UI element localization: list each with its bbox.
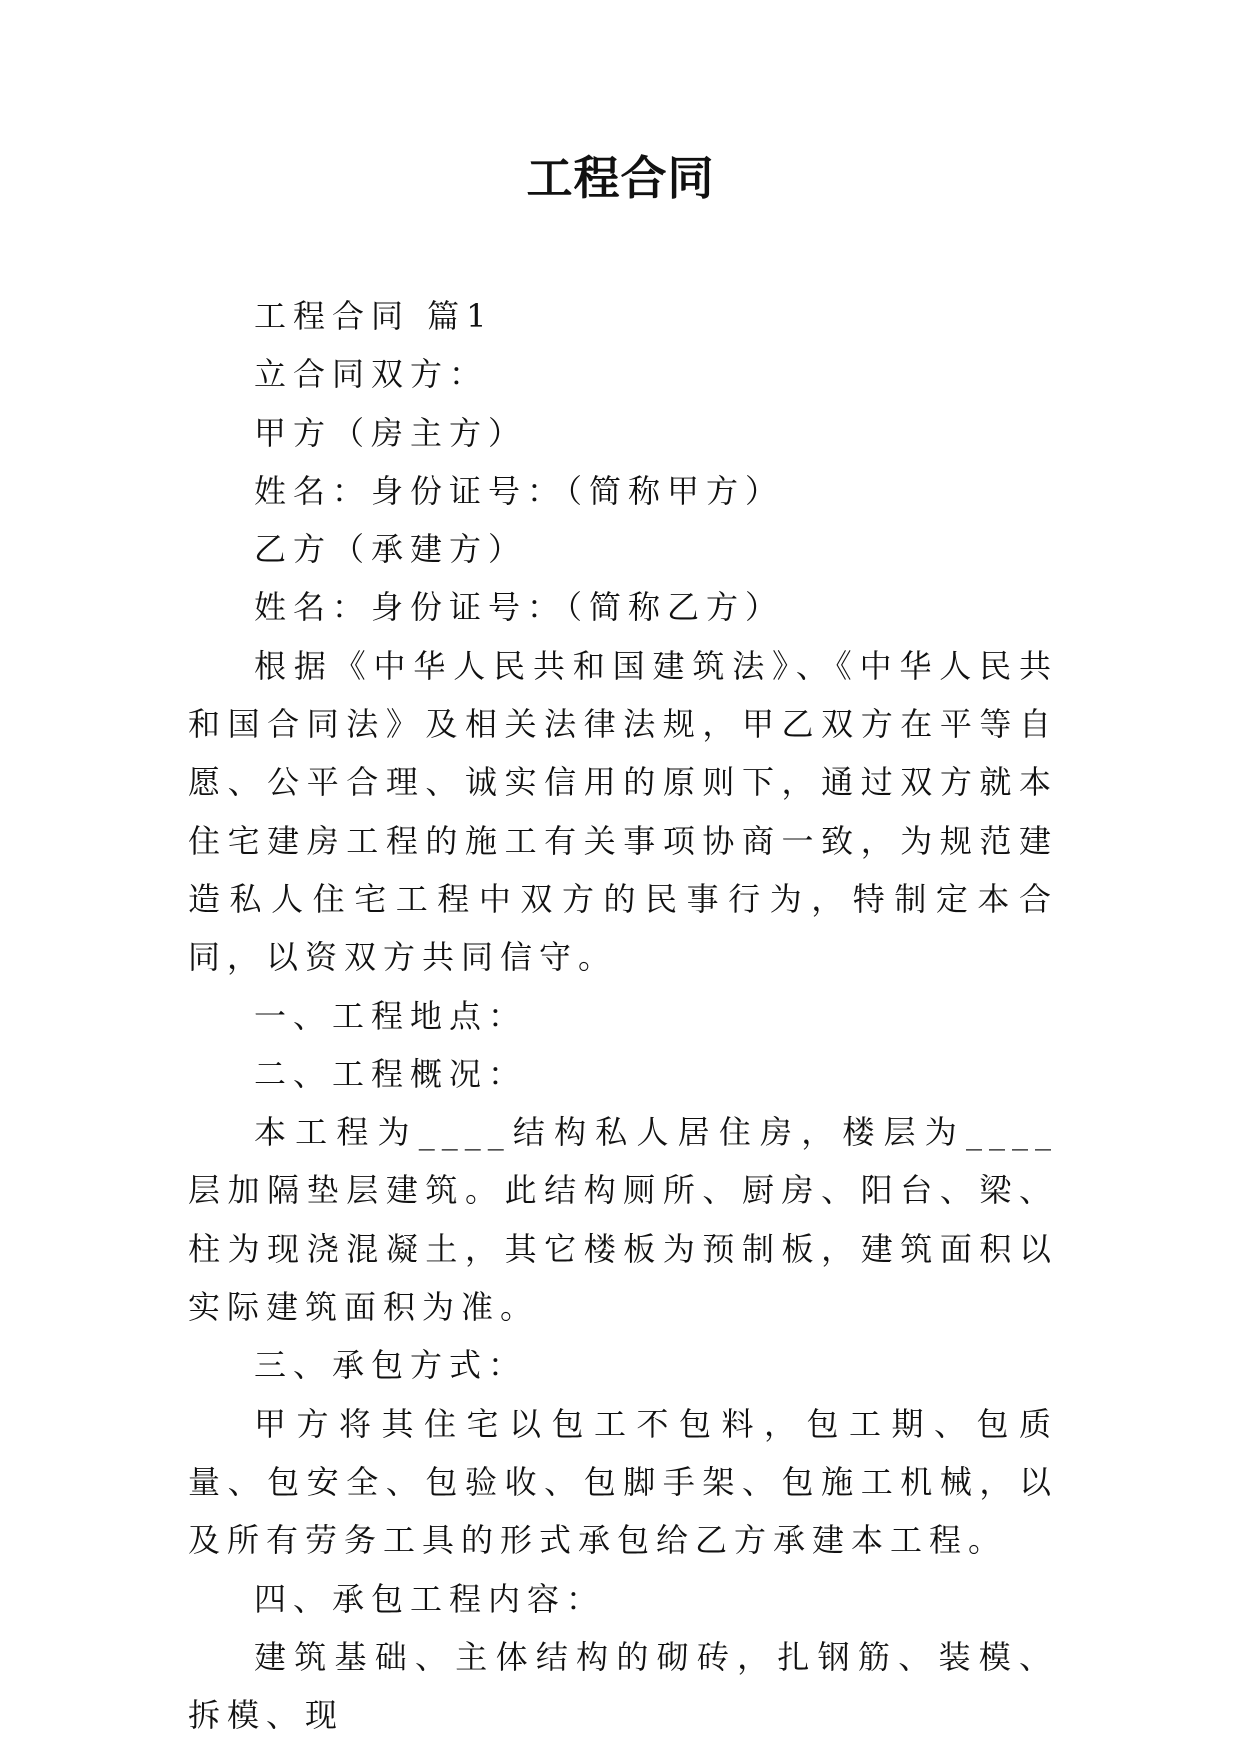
paragraph-clause-2-body: 本工程为____结构私人居住房，楼层为____层加隔垫层建筑。此结构厕所、厨房、阳台、梁、柱为现浇混凝土，其它楼板为预制板，建筑面积以实际建筑面积为准。	[188, 1113, 1058, 1327]
document-title: 工程合同	[526, 151, 715, 205]
paragraph-preamble: 根据《中华人民共和国建筑法》、《中华人民共和国合同法》及相关法律法规，甲乙双方在平等自愿、公平合理、诚实信用的原则下，通过双方就本住宅建房工程的施工有关事项协商一致，为规范建造私人住宅工程中双方的民事行为，特制定本合同，以资双方共同信守。	[188, 646, 1058, 977]
paragraph-party-a-id: 姓名：身份证号：（简称甲方）	[254, 471, 785, 510]
paragraph-parties-label: 立合同双方：	[254, 355, 489, 394]
paragraph-clause-2-heading: 二、工程概况：	[254, 1054, 528, 1093]
paragraph-section-heading: 工程合同 篇1	[254, 297, 494, 335]
paragraph-clause-3-body: 甲方将其住宅以包工不包料，包工期、包质量、包安全、包验收、包脚手架、包施工机械，以及所有劳务工具的形式承包给乙方承建本工程。	[188, 1404, 1058, 1560]
paragraph-party-a: 甲方（房主方）	[254, 413, 528, 452]
document-body	[188, 287, 1058, 1744]
paragraph-clause-4-body: 建筑基础、主体结构的砌砖，扎钢筋、装模、拆模、现	[188, 1637, 1058, 1735]
paragraph-clause-3-heading: 三、承包方式：	[254, 1346, 528, 1385]
paragraph-clause-1-heading: 一、工程地点：	[254, 996, 528, 1035]
paragraph-clause-4-heading: 四、承包工程内容：	[254, 1579, 606, 1618]
paragraph-party-b-id: 姓名：身份证号：（简称乙方）	[254, 588, 785, 627]
paragraph-party-b: 乙方（承建方）	[254, 530, 528, 569]
